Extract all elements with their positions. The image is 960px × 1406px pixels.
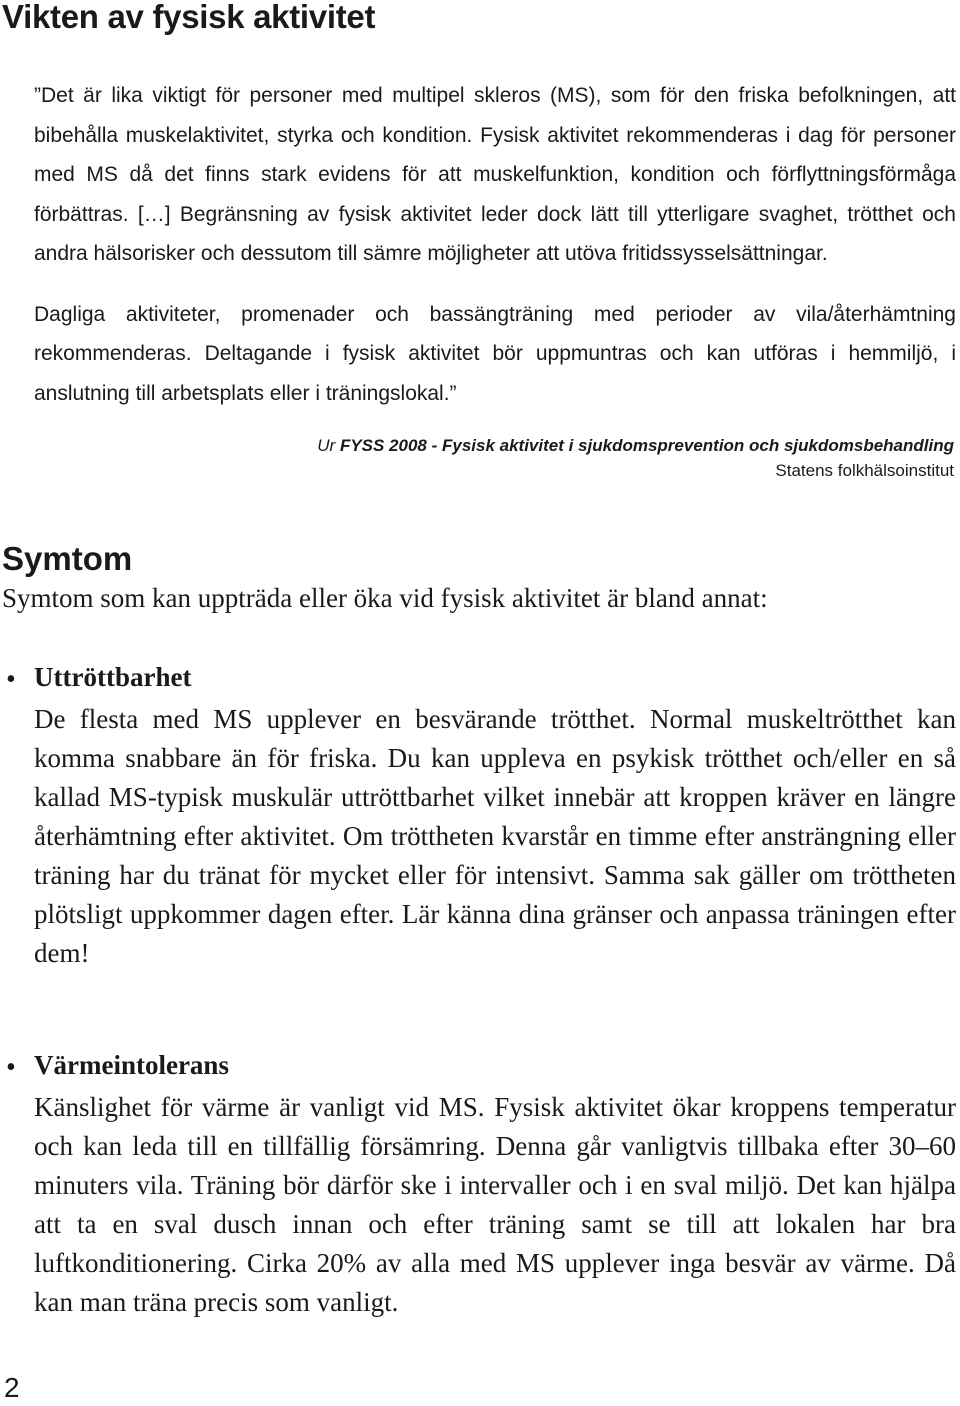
symptom-title-heat-intolerance: Värmeintolerans — [34, 1050, 229, 1080]
symptom-title-fatigue: Uttröttbarhet — [34, 662, 192, 692]
symptom-body-heat-intolerance: Känslighet för värme är vanligt vid MS. Fysisk aktivitet ökar kroppens temperatur och kan leda till en tillfällig försämring. Denna går vanligtvis tillbaka efter 30–60 minuters vila. Träning bör därför ske i intervaller och i en sval miljö. Det kan hjälpa att ta en sval dusch innan och efter träning samt se till att lokalen har bra luftkonditionering. Cirka 20% av alla med MS upplever inga besvär av värme. Då kan man träna precis som vanligt. — [34, 1092, 956, 1317]
source-prefix: Ur — [317, 436, 336, 455]
quote-paragraph-2: Dagliga aktiviteter, promenader och bassängträning med perioder av vila/återhämtning rekommenderas. Deltagande i fysisk aktivitet bör uppmuntras och kan utföras i hemmiljö, i anslutning till arbetsplats eller i träningslokal.” — [34, 302, 956, 405]
bullet-icon: • — [6, 1052, 16, 1083]
symptom-body-fatigue: De flesta med MS upplever en besvärande trötthet. Normal muskeltrötthet kan komma snabbare än för friska. Du kan uppleva en psykisk trötthet och/eller en så kallad MS-typisk muskulär uttröttbarhet vilket innebär att kroppen kräver en längre återhämtning efter aktivitet. Om tröttheten kvarstår en timme efter ansträngning eller träning har du tränat för mycket eller för intensivt. Samma sak gäller om tröttheten plötsligt uppkommer dagen efter. Lär känna dina gränser och anpassa träningen efter dem! — [34, 704, 956, 968]
bullet-icon: • — [6, 664, 16, 695]
quote-block — [34, 76, 956, 413]
page-number: 2 — [4, 1372, 20, 1403]
section-heading: Vikten av fysisk aktivitet — [2, 0, 376, 35]
quote-source — [317, 433, 954, 483]
source-publisher: Statens folkhälsoinstitut — [775, 461, 954, 480]
quote-paragraph-1: ”Det är lika viktigt för personer med multipel skleros (MS), som för den friska befolkningen, att bibehålla muskelaktivitet, styrka och kondition. Fysisk aktivitet rekommenderas i dag för personer med MS då det finns stark evidens för att muskelfunktion, kondition och förflyttningsförmåga förbättras. […] Begränsning av fysisk aktivitet leder dock lätt till ytterligare svaghet, trötthet och andra hälsorisker och dessutom till sämre möjligheter att utöva fritidssysselsättningar. — [34, 84, 956, 265]
source-title: FYSS 2008 - Fysisk aktivitet i sjukdomsprevention och sjukdomsbehandling — [339, 436, 954, 455]
symptoms-intro: Symtom som kan uppträda eller öka vid fysisk aktivitet är bland annat: — [2, 583, 768, 613]
symptoms-heading: Symtom — [2, 540, 133, 577]
source-line — [317, 433, 954, 458]
